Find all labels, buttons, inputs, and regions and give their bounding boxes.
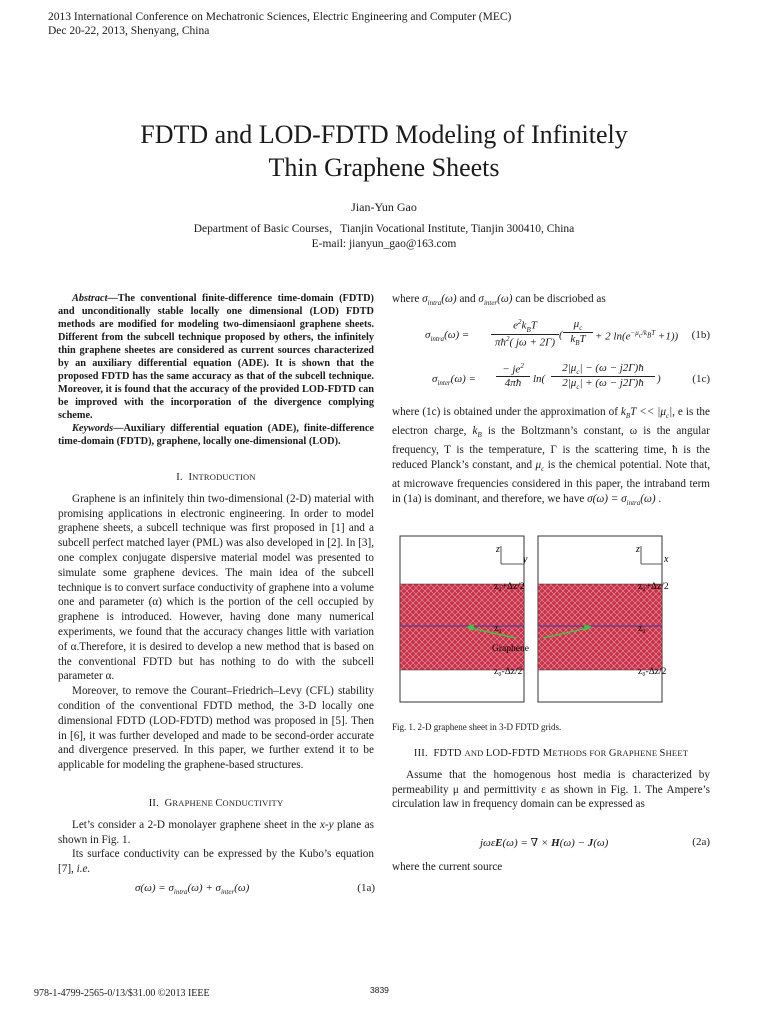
intro-paragraph-2: Moreover, to remove the Courant–Friedrich–Levy (CFL) stability condition of the conventional FDTD method, the 3-D locally one dimensional FDTD (LOD-FDTD) method was proposed in [5]. Then in [6], it was further developed and made to be second-order accurate and divergence preserved. In this paper, we further extend it to be applicable for modeling the graphene-based structures. bbox=[58, 685, 374, 772]
abstract-label: Abstract bbox=[72, 293, 108, 304]
conference-header bbox=[48, 10, 511, 38]
label-graphene: Graphene bbox=[492, 644, 529, 654]
conference-date: Dec 20-22, 2013, Shenyang, China bbox=[48, 25, 210, 37]
affiliation bbox=[0, 222, 768, 252]
section-fdtd-methods bbox=[392, 746, 710, 812]
hatched-region-left bbox=[400, 584, 524, 670]
intro-paragraph-1: Graphene is an infinitely thin two-dimensional (2-D) material with promising applications in electronic engineering. In order to model graphene sheets, a subcell technique was first proposed in [1] and a subcell perfect matched layer (PML) was also developed in [2]. In [3], one complex conjugate dispersive material model was presented to simulate some graphene devices. The main idea of the subcell technique is to convert surface conductivity of graphene into a volume one and parameter (α) which is the portion of the cell occupied by graphene is introduced. However, having done many numerical experiments, we found that the accuracy changes little with variation of α.Therefore, it is desired to develop a new method that is based on the conventional FDTD but has nothing to do with the subcell parameter α. bbox=[58, 492, 374, 683]
axis-y-left: y bbox=[523, 554, 528, 565]
keywords-label: Keywords bbox=[72, 423, 114, 434]
label-top-right: z₀+Δz/2 bbox=[638, 582, 669, 592]
conductivity-paragraph-1: Let’s consider a 2-D monolayer graphene sheet in the x-y plane as shown in Fig. 1. bbox=[58, 818, 374, 846]
author: Jian-Yun Gao bbox=[351, 200, 417, 214]
equation-1b: $\sigma_{intra}(\omega)$ = $e^2k_BT$ $\pi ħ^2$( jω + 2Γ) $\mu_c$ $k_BT$ ( + 2 $\ln(e^{-\mu_c/k_BT} +1)$) (1b) bbox=[425, 318, 710, 349]
section-heading: I. INTRODUCTION bbox=[176, 472, 256, 483]
page-number: 3839 bbox=[370, 985, 389, 995]
figure-caption: Fig. 1. 2-D graphene sheet in 3-D FDTD grids. bbox=[392, 722, 562, 732]
axis-x-right: x bbox=[664, 554, 669, 565]
paper-title bbox=[40, 118, 728, 184]
conductivity-paragraph-2: Its surface conductivity can be expressed by the Kubo’s equation [7], i.e. bbox=[58, 848, 374, 876]
title-line-2: Thin Graphene Sheets bbox=[268, 153, 500, 182]
where-current-source: where the current source bbox=[392, 861, 503, 873]
label-bot-left: z₀-Δz/2 bbox=[494, 667, 523, 677]
axis-z-left: z bbox=[496, 544, 500, 555]
abstract-text: —The conventional finite-difference time-domain (FDTD) and unconditionally stable locally one dimensional (LOD) FDTD methods are modified for modeling two-dimensiaonl graphene sheets. Different from the subcell technique proposed by others, the infinitely thin graphene sheetes are considered as current sources characterized by an auxiliary differential equation (ADE). It is shown that the proposed FDTD has the same accuracy as that of the subcell technique. Moreover, it is found that the accuracy of the provided LOD-FDTD can be improved with the incorporation of the divergence complying scheme. bbox=[58, 293, 374, 421]
axis-z-right: z bbox=[636, 544, 640, 555]
section-heading: III. FDTD AND LOD-FDTD METHODS FOR GRAPHENE SHEET bbox=[413, 748, 689, 759]
label-mid-left: z₀ bbox=[494, 624, 502, 634]
affiliation-line: Department of Basic Courses，Tianjin Vocational Institute, Tianjin 300410, China bbox=[193, 223, 575, 235]
equation-1c: $\sigma_{inter}(\omega)$ = − $je^2$ 4πħ ln( $2|\mu_c| - (\omega$ − j2Γ)ħ $2|\mu_c| + (\omega$ − j2Γ)ħ ) (1c) bbox=[432, 362, 710, 392]
ampere-paragraph: Assume that the homogenous host media is characterized by permeability μ and permittivity ε as shown in Fig. 1. The Ampere’s circulation law in frequency domain can be expressed as bbox=[392, 768, 710, 811]
section-conductivity bbox=[58, 796, 374, 877]
label-mid-right: z₀ bbox=[638, 624, 646, 634]
where-sigma: where $\sigma_{intra}(\omega)$ and $\sigma_{inter}(\omega)$ can be discriobed as bbox=[392, 293, 606, 308]
title-line-1: FDTD and LOD-FDTD Modeling of Infinitely bbox=[140, 120, 628, 149]
equation-1a: $\sigma(\omega) = \sigma_{intra}(\omega) + \sigma_{inter}(\omega)$ (1a) bbox=[135, 882, 375, 897]
email: E-mail: jianyun_gao@163.com bbox=[311, 238, 457, 250]
section-heading: II. GRAPHENE CONDUCTIVITY bbox=[148, 798, 284, 809]
conference-line: 2013 International Conference on Mechatronic Sciences, Electric Engineering and Computer (MEC) bbox=[48, 11, 512, 23]
keywords-text: —Auxiliary differential equation (ADE), finite-difference time-domain (FDTD), graphene, locally one-dimensional (LOD). bbox=[58, 423, 374, 447]
label-top-left: z₀+Δz/2 bbox=[494, 582, 525, 592]
equation-2a: jωεE(ω) = ∇ × H(ω) − J(ω) (2a) bbox=[480, 836, 710, 849]
copyright-footer: 978-1-4799-2565-0/13/$31.00 ©2013 IEEE bbox=[34, 988, 210, 999]
abstract bbox=[58, 292, 374, 448]
label-bot-right: z₀-Δz/2 bbox=[638, 667, 667, 677]
where-paragraph: where (1c) is obtained under the approximation of $k_BT << |\mu_c|$, e is the electron charge, $k_B$ is the Boltzmann’s constant, ω is the angular frequency, T is the temperature, Γ is the scattering time, ħ is the reduced Planck’s constant, and $\mu_c$ is the chemical potential. Note that, at microwave frequencies considered in this paper, the intraband term in (1a) is dominant, and therefore, we have $\sigma(\omega) = \sigma_{intra}(\omega)$ . bbox=[392, 406, 711, 507]
section-introduction bbox=[58, 470, 374, 773]
figure-1-graphene-grid bbox=[398, 534, 710, 704]
